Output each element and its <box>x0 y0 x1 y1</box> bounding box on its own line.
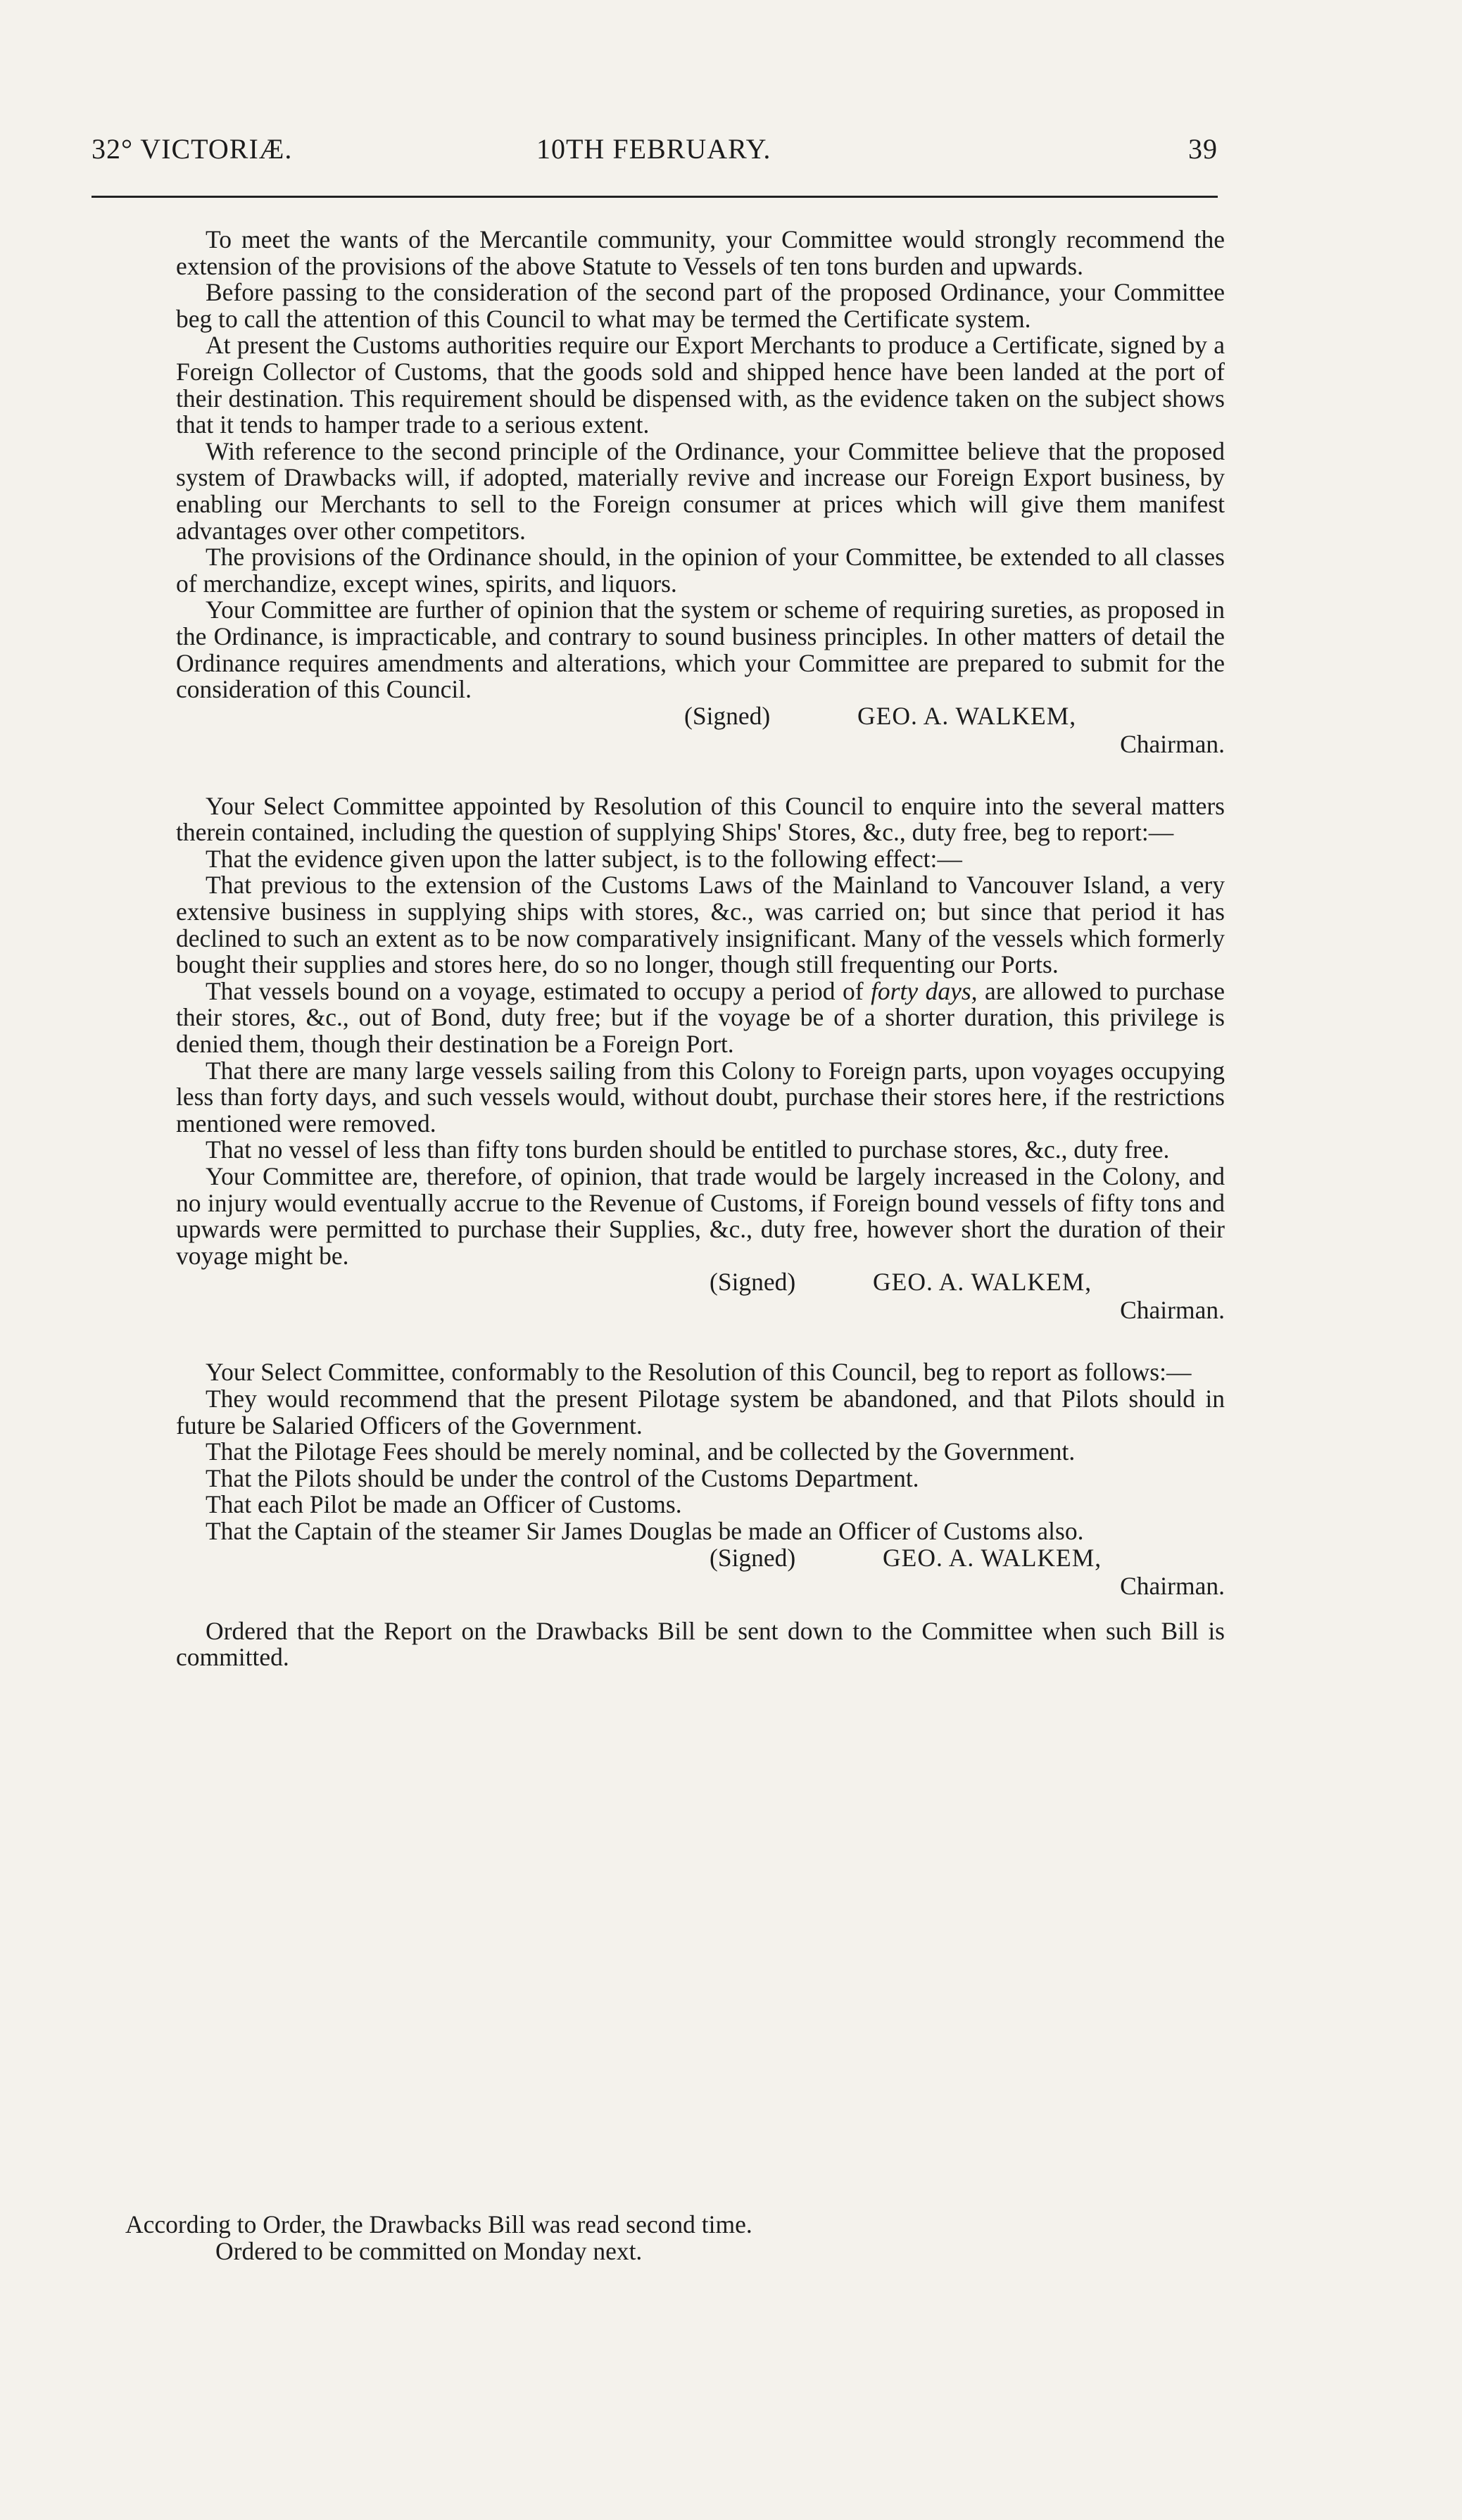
signatory-title: Chairman. <box>1120 1571 1225 1600</box>
paragraph: That each Pilot be made an Officer of Customs. <box>206 1490 682 1519</box>
paragraph-ordered-report: Ordered that the Report on the Drawbacks Bill be sent down to the Committee when such Bill is committed. <box>176 1616 1225 1672</box>
paragraph: Your Select Committee, conformably to the Resolution of this Council, beg to report as follows:— <box>206 1358 1192 1387</box>
section-gap <box>176 1327 1225 1359</box>
text-run: That vessels bound on a voyage, estimated to occupy a period of <box>206 976 871 1005</box>
page-number: 39 <box>1188 133 1218 165</box>
paragraph: That the Pilotage Fees should be merely nominal, and be collected by the Government. <box>206 1437 1076 1466</box>
signed-label: (Signed) <box>684 701 771 730</box>
signatory-name: GEO. A. WALKEM, <box>873 1268 1092 1297</box>
paragraph: That the Captain of the steamer Sir James Douglas be made an Officer of Customs also. <box>206 1516 1084 1545</box>
paragraph: With reference to the second principle of the Ordinance, your Committee believe that the proposed system of Drawbacks will, if adopted, materially revive and increase our Foreign Export business, by enabling our Merchants to sell to the Foreign consumer at prices which will give them manifest advantages over other competitors. <box>176 436 1225 545</box>
paragraph-according-to-order: According to Order, the Drawbacks Bill was read second time. <box>125 2210 752 2238</box>
signatory-title: Chairman. <box>1120 1296 1225 1325</box>
paragraph: That previous to the extension of the Customs Laws of the Mainland to Vancouver Island, a very extensive business in supplying ships with stores, &c., was carried on; but since that period it has declined to such an extent as to be now comparatively insignificant. Many of the vessels which formerly bought their supplies and stores here, do so no longer, though still frequenting our Ports. <box>176 871 1225 979</box>
header-rule <box>92 196 1218 198</box>
paragraph: Before passing to the consideration of the second part of the proposed Ordinance, your Committee beg to call the attention of this Council to what may be termed the Certificate system. <box>176 278 1225 333</box>
paragraph: That the evidence given upon the latter subject, is to the following effect:— <box>206 844 962 873</box>
paragraph: Your Committee are further of opinion that the system or scheme of requiring sureties, as proposed in the Ordinance, is impracticable, and contrary to sound business principles. In other matters of detail the Ordinance requires amendments and alterations, which your Committee are prepared to submit for the consideration of this Council. <box>176 596 1225 704</box>
paragraph: To meet the wants of the Mercantile community, your Committee would strongly recommend the extension of the provisions of the above Statute to Vessels of ten tons burden and upwards. <box>176 225 1225 280</box>
paragraph: They would recommend that the present Pilotage system be abandoned, and that Pilots should in future be Salaried Officers of the Government. <box>176 1384 1225 1439</box>
section-gap <box>176 761 1225 793</box>
italic-text: forty days, <box>871 976 978 1005</box>
signed-label: (Signed) <box>710 1543 796 1572</box>
section-gap <box>176 1603 1225 1618</box>
signatory-title: Chairman. <box>1120 729 1225 758</box>
signature-block <box>176 703 1225 761</box>
signature-block <box>176 1269 1225 1327</box>
page-header <box>92 132 1218 175</box>
paragraph: The provisions of the Ordinance should, in the opinion of your Committee, be extended to all classes of merchandize, except wines, spirits, and liquors. <box>176 543 1225 598</box>
header-regnal-year: 32° VICTORIÆ. <box>92 133 293 165</box>
paragraph: Your Committee are, therefore, of opinion, that trade would be largely increased in the Colony, and no injury would eventually accrue to the Revenue of Customs, if Foreign bound vessels of fifty tons and upwards were permitted to purchase their Supplies, &c., duty free, however short the duration of their voyage might be. <box>176 1162 1225 1270</box>
paragraph: Your Select Committee appointed by Resolution of this Council to enquire into the several matters therein contained, including the question of supplying Ships' Stores, &c., duty free, beg to report:— <box>176 791 1225 847</box>
header-date: 10TH FEBRUARY. <box>536 133 771 165</box>
signatory-name: GEO. A. WALKEM, <box>883 1543 1102 1572</box>
paragraph <box>176 978 1225 1058</box>
closing-block <box>125 2212 1223 2264</box>
paragraph: At present the Customs authorities require our Export Merchants to produce a Certificate, signed by a Foreign Collector of Customs, that the goods sold and shipped hence have been landed at the port of their destination. This requirement should be dispensed with, as the evidence taken on the subject shows that it tends to hamper trade to a serious extent. <box>176 331 1225 439</box>
paragraph: That there are many large vessels sailing from this Colony to Foreign parts, upon voyages occupying less than forty days, and such vessels would, without doubt, purchase their stores here, if the restrictions mentioned were removed. <box>176 1056 1225 1138</box>
signed-label: (Signed) <box>710 1268 796 1297</box>
signature-block <box>176 1545 1225 1603</box>
paragraph: That the Pilots should be under the control of the Customs Department. <box>206 1463 919 1492</box>
document-body <box>176 227 1225 1671</box>
signatory-name: GEO. A. WALKEM, <box>857 701 1077 730</box>
paragraph-ordered-committed: Ordered to be committed on Monday next. <box>215 2236 643 2265</box>
text-run: are allowed to purchase their stores, &c., out of Bond, duty free; but if the voyage be of a shorter duration, this privilege is denied them, though their destination be a Foreign Port. <box>176 976 1225 1059</box>
paragraph: That no vessel of less than fifty tons burden should be entitled to purchase stores, &c., duty free. <box>206 1135 1170 1164</box>
